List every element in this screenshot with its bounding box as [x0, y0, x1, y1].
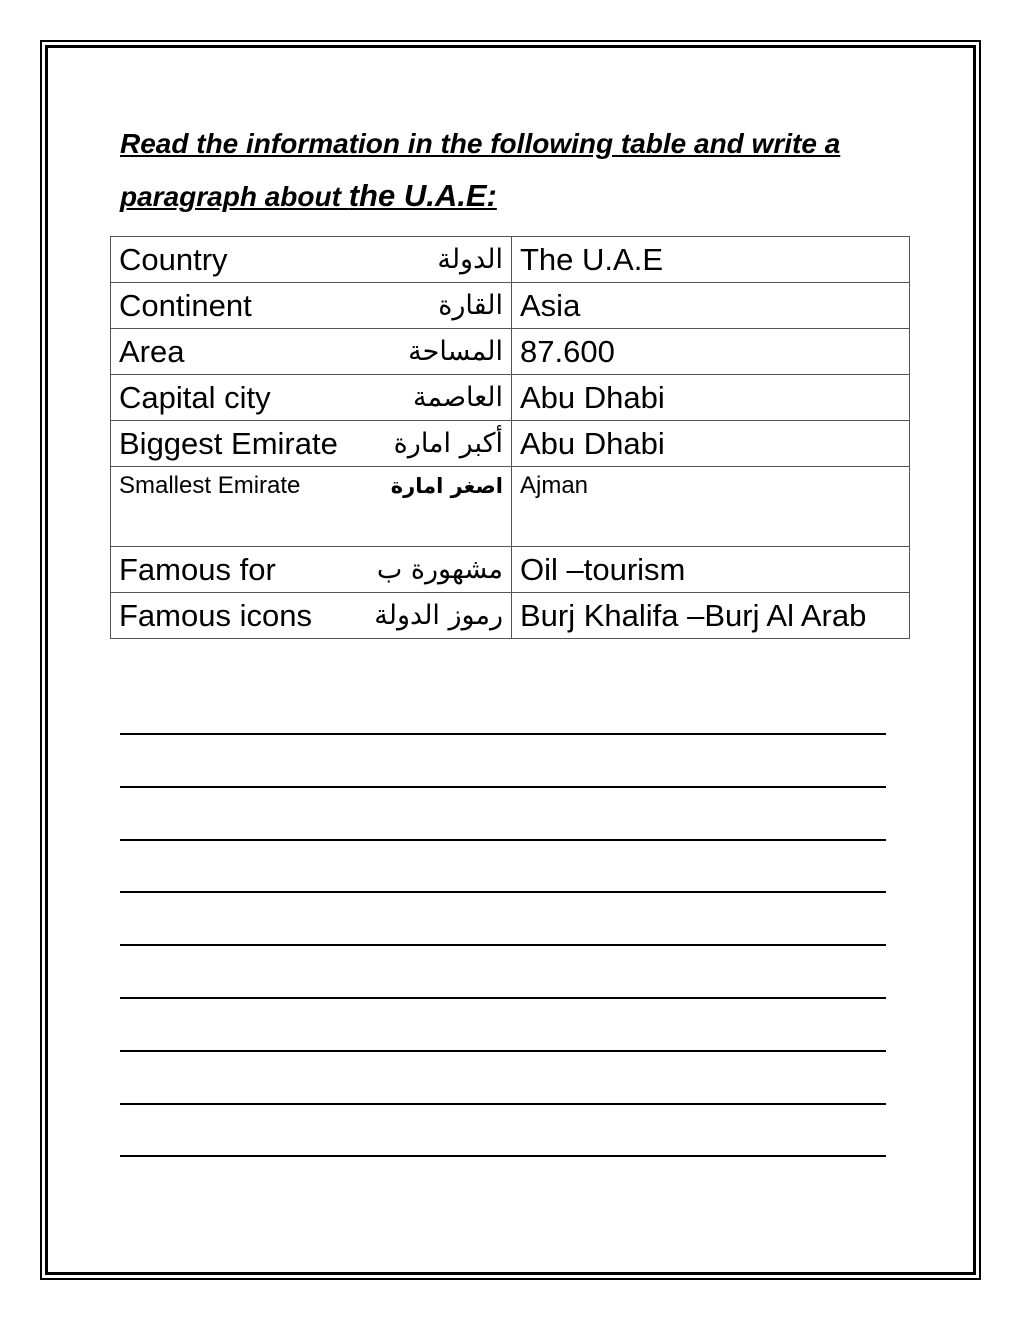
instructions-heading [120, 118, 900, 223]
instructions-country: the U.A.E: [348, 178, 497, 213]
label-cell [111, 593, 512, 639]
writing-line [120, 891, 886, 893]
label-english: Capital city [119, 379, 271, 415]
value-cell: Asia [512, 283, 910, 329]
label-cell [111, 467, 512, 547]
value-cell: Burj Khalifa –Burj Al Arab [512, 593, 910, 639]
writing-line [120, 1103, 886, 1105]
label-arabic: العاصمة [413, 382, 503, 413]
label-cell [111, 237, 512, 283]
label-cell [111, 547, 512, 593]
label-english: Country [119, 241, 228, 277]
label-arabic: الدولة [437, 244, 503, 275]
writing-line [120, 733, 886, 735]
label-cell [111, 375, 512, 421]
value-cell: The U.A.E [512, 237, 910, 283]
writing-line [120, 786, 886, 788]
uae-info-table [110, 236, 910, 639]
writing-line [120, 1155, 886, 1157]
writing-line [120, 997, 886, 999]
label-cell [111, 421, 512, 467]
table-row [111, 467, 910, 547]
label-english: Continent [119, 287, 252, 323]
table-row [111, 237, 910, 283]
label-arabic: أكبر امارة [393, 428, 503, 459]
label-arabic: مشهورة ب [376, 554, 503, 585]
table-row [111, 329, 910, 375]
writing-line [120, 944, 886, 946]
label-arabic: المساحة [408, 336, 503, 367]
table-row [111, 375, 910, 421]
label-english: Area [119, 333, 185, 369]
table-row [111, 547, 910, 593]
label-english: Smallest Emirate [119, 472, 301, 499]
writing-line [120, 1050, 886, 1052]
value-cell: Ajman [512, 467, 910, 547]
table-row [111, 421, 910, 467]
instructions-text: Read the information in the following table and write a paragraph about [120, 128, 841, 212]
value-cell: Abu Dhabi [512, 421, 910, 467]
writing-lines [120, 733, 886, 1208]
label-cell [111, 329, 512, 375]
table-row [111, 283, 910, 329]
label-english: Biggest Emirate [119, 425, 338, 461]
label-arabic: رموز الدولة [374, 600, 503, 631]
value-cell: 87.600 [512, 329, 910, 375]
table-row [111, 593, 910, 639]
label-cell [111, 283, 512, 329]
label-english: Famous for [119, 551, 276, 587]
label-arabic: اصغر امارة [390, 474, 503, 498]
value-cell: Abu Dhabi [512, 375, 910, 421]
writing-line [120, 839, 886, 841]
label-arabic: القارة [438, 290, 503, 321]
value-cell: Oil –tourism [512, 547, 910, 593]
label-english: Famous icons [119, 597, 312, 633]
